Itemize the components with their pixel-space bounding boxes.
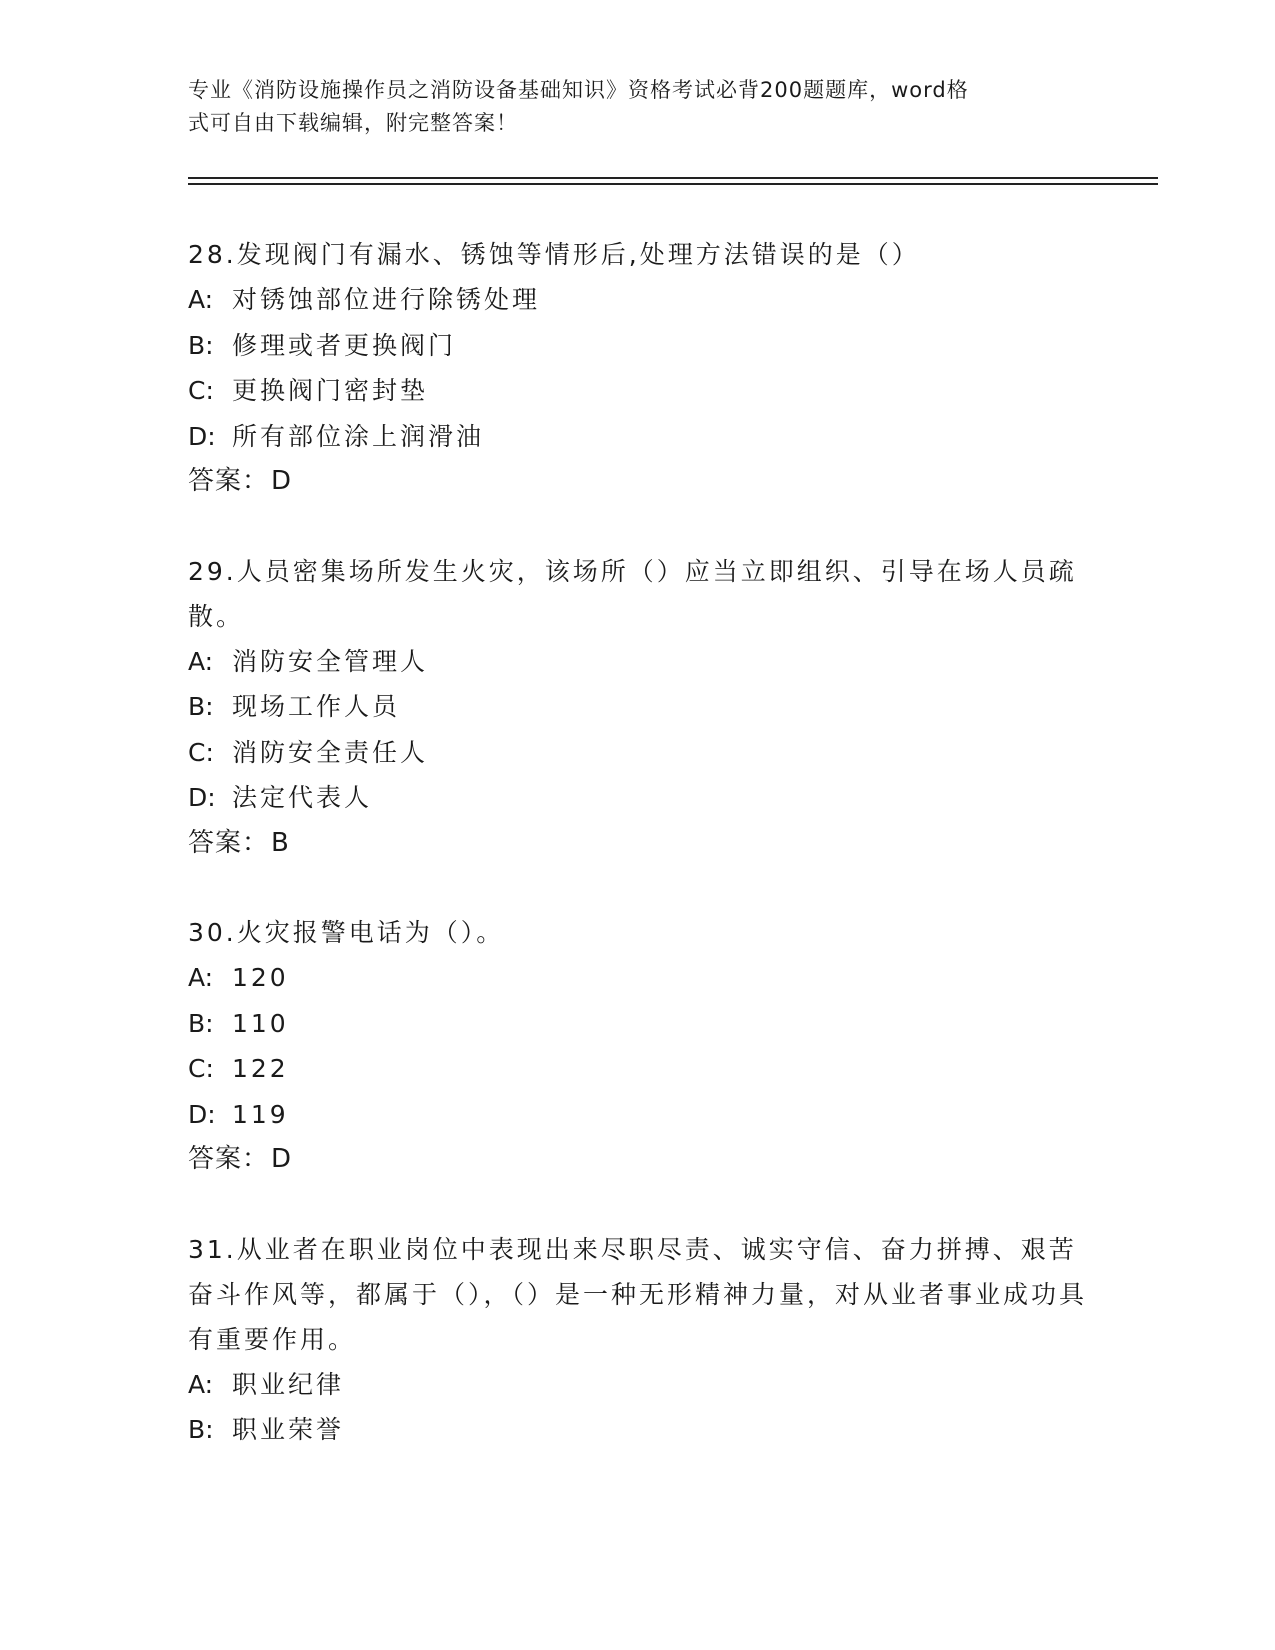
answer-label: 答案： xyxy=(188,827,270,858)
option-a xyxy=(188,277,1088,323)
option-letter: A: xyxy=(188,646,214,676)
option-text: 更换阀门密封垫 xyxy=(232,376,429,405)
option-text: 120 xyxy=(232,963,289,992)
question-text xyxy=(188,910,1088,955)
option-letter: A: xyxy=(188,1369,214,1399)
header-divider-top xyxy=(188,177,1158,179)
question-31 xyxy=(188,1227,1088,1453)
option-text: 消防安全责任人 xyxy=(232,737,429,767)
option-c xyxy=(188,368,1088,414)
option-b xyxy=(188,323,1088,369)
option-text: 所有部位涂上润滑油 xyxy=(232,421,485,451)
answer-value: B xyxy=(271,827,290,858)
question-number: 30. xyxy=(188,918,237,947)
option-a xyxy=(188,955,1088,1001)
question-body: 火灾报警电话为（）。 xyxy=(236,918,505,947)
option-d xyxy=(188,414,1088,460)
option-d xyxy=(188,775,1088,821)
option-letter: B: xyxy=(188,1008,214,1038)
option-text: 现场工作人员 xyxy=(232,692,401,721)
option-a xyxy=(188,1362,1088,1408)
header-line-1: 专业《消防设施操作员之消防设备基础知识》资格考试必背200题题库，word格 xyxy=(188,78,969,102)
question-body: 发现阀门有漏水、锈蚀等情形后,处理方法错误的是（） xyxy=(236,240,920,269)
question-number: 28. xyxy=(188,240,237,269)
answer-value: D xyxy=(271,466,293,496)
answer-label: 答案： xyxy=(188,466,270,496)
option-text: 119 xyxy=(232,1099,289,1129)
question-text xyxy=(188,232,1088,277)
option-text: 修理或者更换阀门 xyxy=(232,330,457,360)
question-body: 从业者在职业岗位中表现出来尽职尽责、诚实守信、奋力拼搏、艰苦奋斗作风等，都属于（），（）是一种无形精神力量，对从业者事业成功具有重要作用。 xyxy=(188,1234,1088,1354)
option-letter: B: xyxy=(188,1415,214,1444)
question-body: 人员密集场所发生火灾，该场所（）应当立即组织、引导在场人员疏散。 xyxy=(188,556,1077,631)
option-a xyxy=(188,639,1088,685)
option-letter: C: xyxy=(188,737,214,767)
option-letter: B: xyxy=(188,330,214,360)
option-text: 职业纪律 xyxy=(232,1369,345,1399)
answer-value: D xyxy=(271,1144,293,1174)
option-letter: B: xyxy=(188,692,214,721)
option-letter: D: xyxy=(188,421,216,451)
option-b xyxy=(188,684,1088,730)
option-b xyxy=(188,1407,1088,1453)
option-text: 消防安全管理人 xyxy=(232,646,429,676)
question-28 xyxy=(188,232,1088,505)
answer-label: 答案： xyxy=(188,1144,270,1174)
question-text xyxy=(188,549,1088,639)
answer-line xyxy=(188,1137,1088,1183)
answer-line xyxy=(188,821,1088,867)
question-list xyxy=(188,232,1088,1497)
header-divider-bottom xyxy=(188,183,1158,185)
option-letter: D: xyxy=(188,783,216,812)
option-c xyxy=(188,1046,1088,1092)
document-header xyxy=(188,74,1068,140)
header-line-2: 式可自由下载编辑，附完整答案！ xyxy=(188,111,518,135)
question-29 xyxy=(188,549,1088,867)
option-letter: A: xyxy=(188,963,214,992)
option-b xyxy=(188,1001,1088,1047)
option-letter: C: xyxy=(188,376,214,405)
option-c xyxy=(188,730,1088,776)
option-letter: D: xyxy=(188,1099,216,1129)
option-letter: C: xyxy=(188,1054,214,1083)
option-text: 122 xyxy=(232,1054,289,1083)
question-30 xyxy=(188,910,1088,1183)
question-text xyxy=(188,1227,1088,1362)
option-text: 职业荣誉 xyxy=(232,1415,345,1444)
option-letter: A: xyxy=(188,285,214,314)
question-number: 31. xyxy=(188,1234,237,1264)
option-text: 110 xyxy=(232,1008,289,1038)
answer-line xyxy=(188,459,1088,505)
question-number: 29. xyxy=(188,556,237,586)
option-d xyxy=(188,1092,1088,1138)
option-text: 对锈蚀部位进行除锈处理 xyxy=(232,285,541,314)
option-text: 法定代表人 xyxy=(232,783,373,812)
